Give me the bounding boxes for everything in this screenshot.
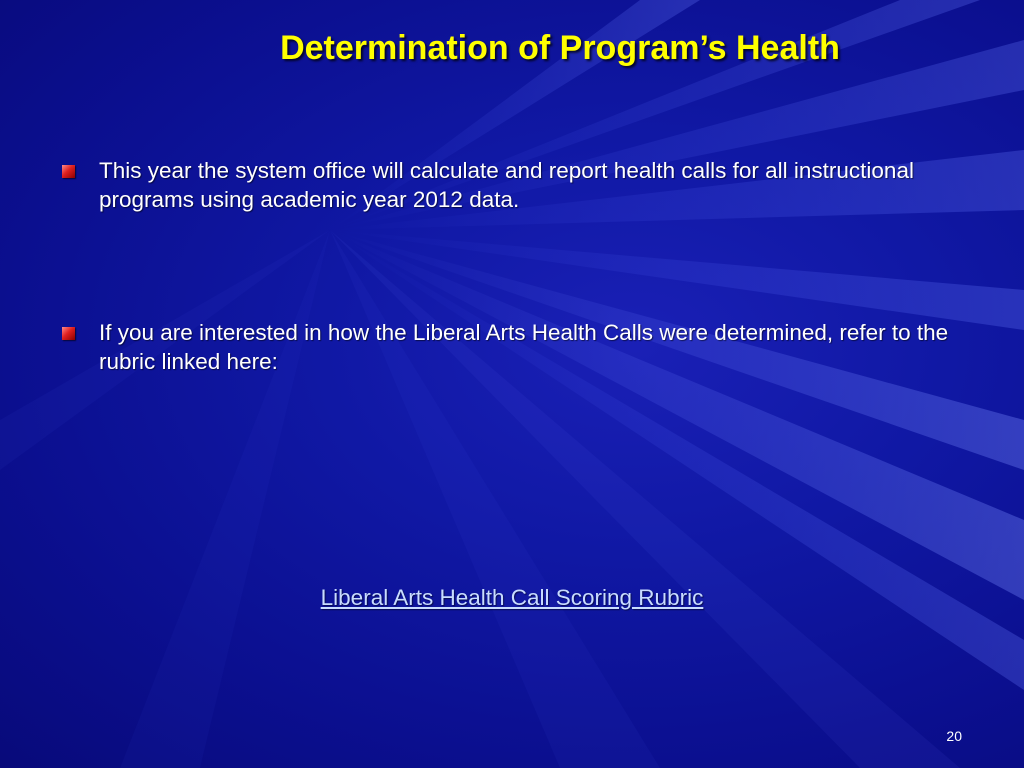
bullet-text: If you are interested in how the Liberal Arts Health Calls were determined, refer to the rubric linked here: (99, 320, 949, 374)
rubric-link[interactable]: Liberal Arts Health Call Scoring Rubric (320, 585, 704, 610)
red-square-bullet-icon (62, 327, 75, 340)
red-square-bullet-icon (62, 165, 75, 178)
page-number: 20 (946, 728, 962, 744)
slide-title: Determination of Program’s Health (280, 29, 840, 67)
bullet-text: This year the system office will calculate and report health calls for all instructional programs using academic year 2012 data. (99, 158, 914, 212)
